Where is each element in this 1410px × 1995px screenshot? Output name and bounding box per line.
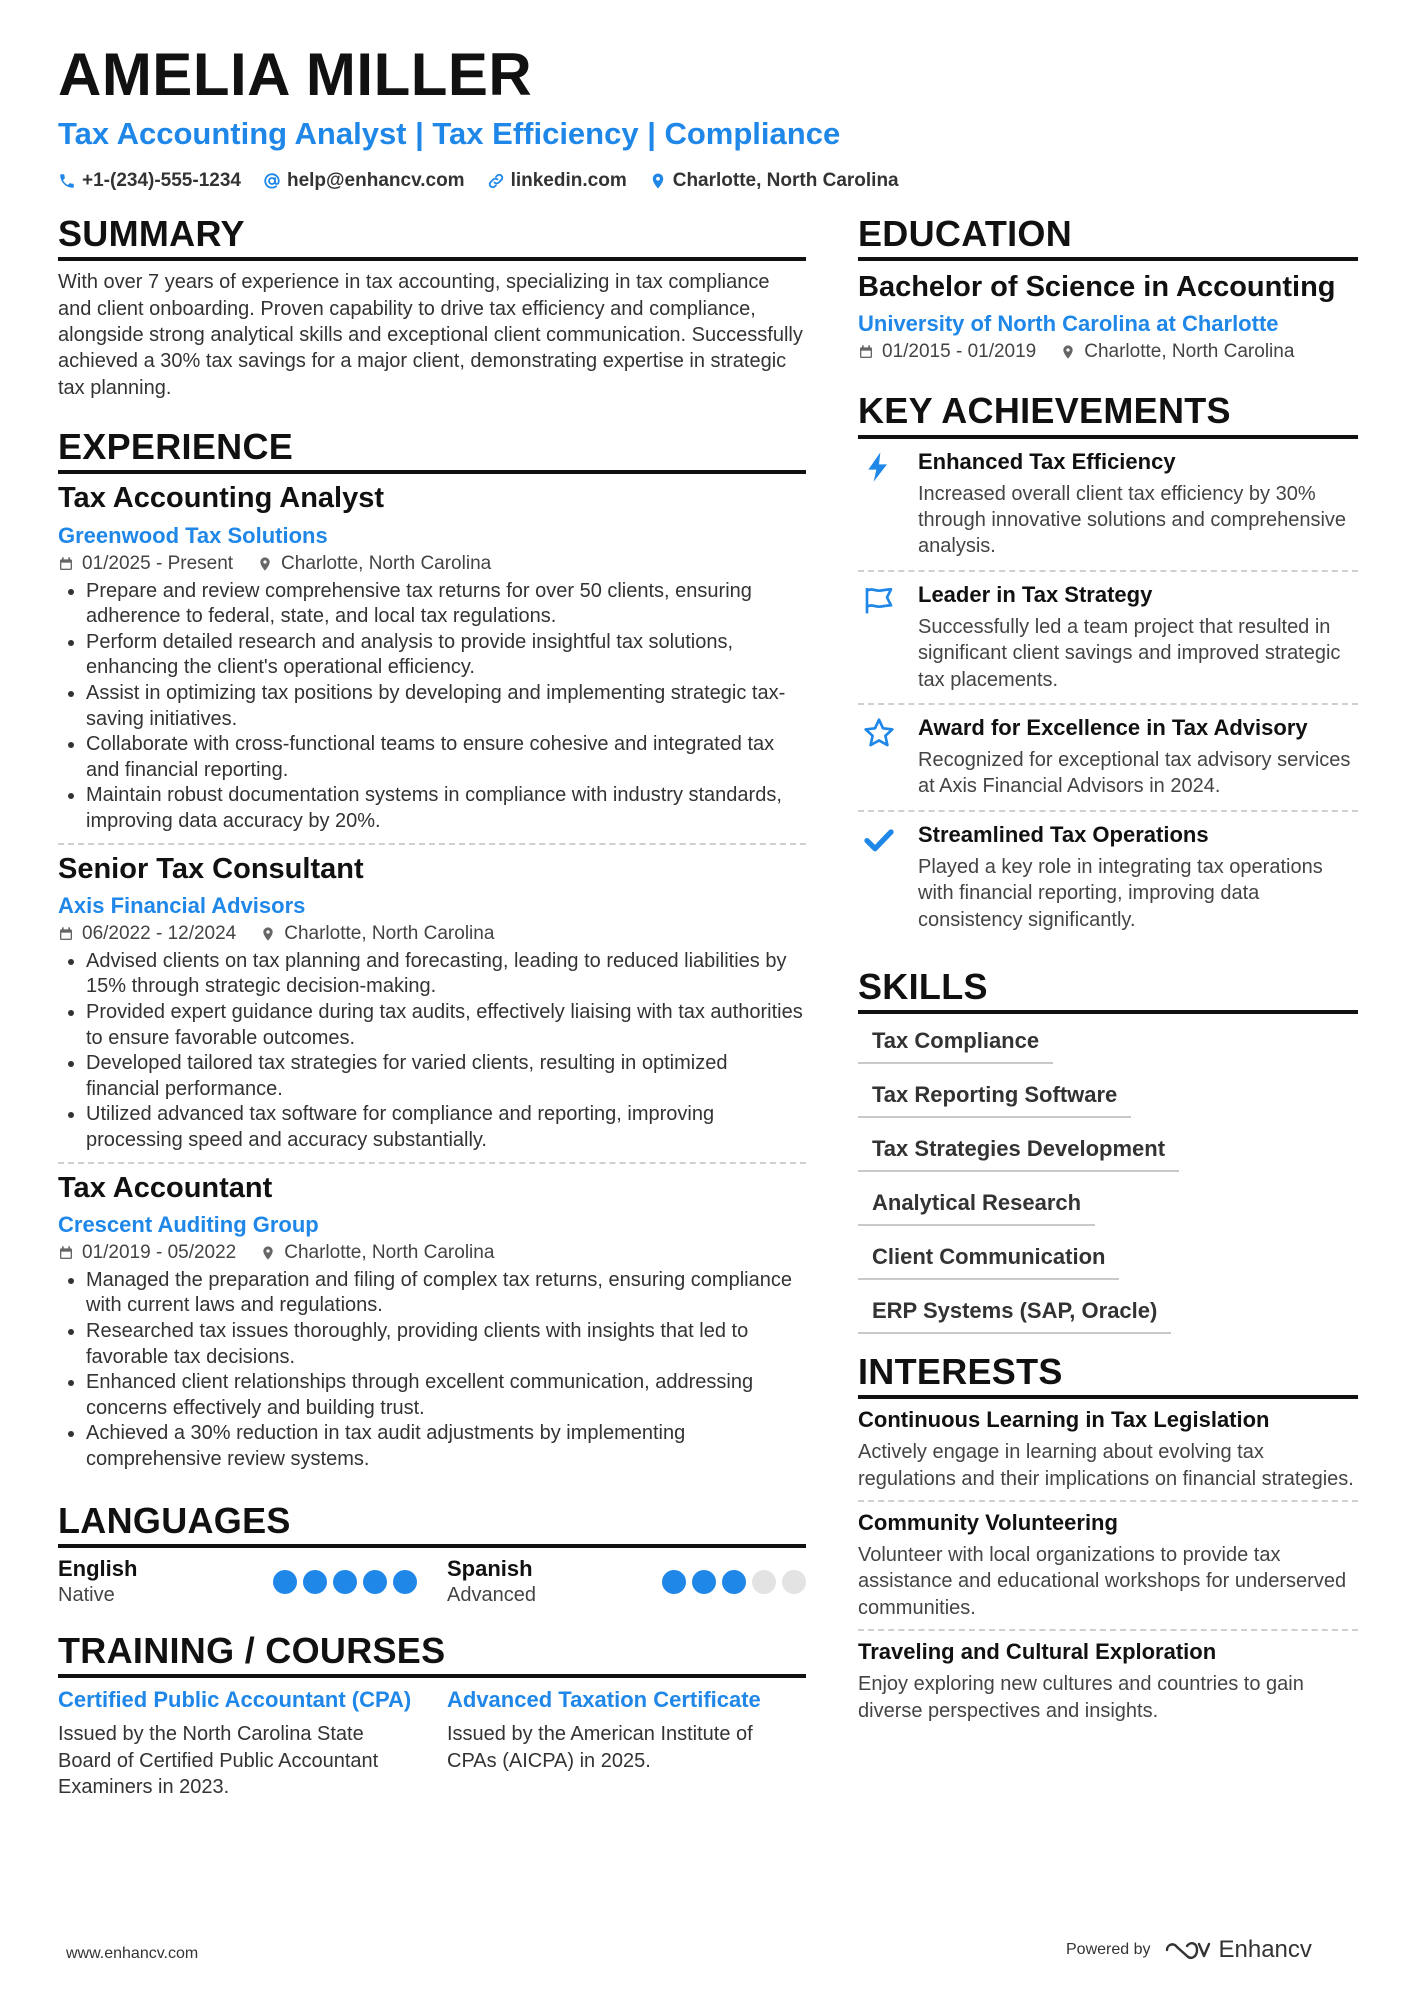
job-meta (58, 553, 806, 575)
map-pin-icon (260, 926, 276, 942)
achievement-desc: Successfully led a team project that resulted in significant client savings and improved strategic tax placements. (918, 615, 1341, 691)
school-name[interactable]: University of North Carolina at Charlotte (858, 311, 1279, 337)
calendar-icon (858, 344, 874, 360)
achievements-section (858, 389, 1358, 942)
star-icon (863, 717, 895, 749)
candidate-name: AMELIA MILLER (58, 41, 533, 108)
phone-text: +1-(234)-555-1234 (82, 170, 241, 191)
summary-section (58, 212, 806, 401)
at-sign-icon (263, 172, 281, 190)
job-role: Tax Accounting Analyst (58, 482, 385, 515)
proficiency-dot-empty (752, 1570, 776, 1594)
proficiency-dot-filled (692, 1570, 716, 1594)
interest-desc: Enjoy exploring new cultures and countries to gain diverse perspectives and insights. (858, 1673, 1304, 1722)
bullet-item: • Advised clients on tax planning and forecasting, leading to reduced liabilities by 15% through strategic decision-making. (86, 949, 806, 1000)
achievement-title: Award for Excellence in Tax Advisory (918, 714, 1308, 740)
bullet-item: • Enhanced client relationships through excellent communication, addressing concerns effectively and building trust. (86, 1370, 806, 1421)
linkedin-text: linkedin.com (510, 170, 627, 191)
training-title: Certified Public Accountant (CPA) (58, 1686, 412, 1712)
powered-by-text: Powered by (1066, 1941, 1151, 1958)
interests-section (858, 1350, 1358, 1732)
interest-item (858, 1399, 1358, 1502)
section-heading: EXPERIENCE (58, 425, 806, 474)
brand-name: Enhancv (1218, 1936, 1312, 1963)
skill-tag: Analytical Research (858, 1184, 1095, 1226)
map-pin-icon (1060, 344, 1076, 360)
link-icon (487, 172, 505, 190)
achievement-desc: Recognized for exceptional tax advisory services at Axis Financial Advisors in 2024. (918, 748, 1351, 798)
job-bullets (58, 579, 806, 835)
language-name: Spanish (447, 1555, 533, 1581)
proficiency-dot-filled (273, 1570, 297, 1594)
map-pin-icon (649, 172, 667, 190)
left-column (58, 212, 806, 1801)
interest-title: Traveling and Cultural Exploration (858, 1639, 1217, 1665)
job-dates: 01/2025 - Present (82, 552, 234, 574)
skill-tag: ERP Systems (SAP, Oracle) (858, 1292, 1171, 1334)
enhancv-logo-icon (1165, 1938, 1211, 1962)
language-level: Advanced (447, 1583, 536, 1606)
experience-item (58, 1164, 806, 1481)
right-column (858, 212, 1358, 1732)
map-pin-icon (257, 556, 273, 572)
language-list (58, 1556, 806, 1607)
calendar-icon (58, 556, 74, 572)
section-heading: EDUCATION (858, 212, 1358, 261)
job-location: Charlotte, North Carolina (284, 1241, 495, 1263)
proficiency-dot-filled (393, 1570, 417, 1594)
proficiency-dots (273, 1570, 417, 1594)
skill-tag: Tax Compliance (858, 1022, 1053, 1064)
education-location: Charlotte, North Carolina (1084, 341, 1295, 363)
achievement-item (858, 439, 1358, 572)
bullet-item: • Maintain robust documentation systems in compliance with industry standards, improving data accuracy by 20%. (86, 783, 806, 834)
interest-title: Community Volunteering (858, 1510, 1118, 1536)
summary-text: With over 7 years of experience in tax accounting, specializing in tax compliance and client onboarding. Proven capability to drive tax efficiency and compliance, alongside strong analytical skills and exceptional client communication. Successfully achieved a 30% tax savings for a major client, demonstrating expertise in strategic tax planning. (58, 271, 803, 399)
training-desc: Issued by the North Carolina State Board of Certified Public Accountant Examiners in 2023. (58, 1723, 379, 1799)
achievement-desc: Increased overall client tax efficiency by 30% through innovative solutions and comprehensive analysis. (918, 482, 1347, 558)
proficiency-dot-filled (662, 1570, 686, 1594)
candidate-title: Tax Accounting Analyst | Tax Efficiency | Compliance (58, 116, 841, 151)
job-role: Tax Accountant (58, 1171, 273, 1204)
contact-bar (58, 170, 899, 192)
languages-section (58, 1499, 806, 1607)
achievement-title: Streamlined Tax Operations (918, 821, 1209, 847)
training-section (58, 1629, 806, 1801)
training-list (58, 1686, 806, 1801)
section-heading: INTERESTS (858, 1350, 1358, 1399)
job-meta (58, 923, 806, 945)
section-heading: TRAINING / COURSES (58, 1629, 806, 1678)
achievement-title: Enhanced Tax Efficiency (918, 448, 1176, 474)
job-role: Senior Tax Consultant (58, 852, 364, 885)
skills-section (858, 965, 1358, 1334)
achievement-desc: Played a key role in integrating tax operations with financial reporting, improving data consistency significantly. (918, 855, 1323, 931)
job-dates: 06/2022 - 12/2024 (82, 922, 237, 944)
contact-location (649, 170, 899, 192)
training-item (58, 1686, 417, 1801)
language-level: Native (58, 1583, 115, 1606)
proficiency-dot-empty (782, 1570, 806, 1594)
bullet-item: • Developed tailored tax strategies for varied clients, resulting in optimized financial performance. (86, 1051, 806, 1102)
contact-linkedin[interactable] (487, 170, 627, 192)
job-bullets (58, 949, 806, 1154)
job-company[interactable]: Greenwood Tax Solutions (58, 522, 328, 548)
experience-item (58, 845, 806, 1164)
achievement-title: Leader in Tax Strategy (918, 581, 1153, 607)
interest-item (858, 1502, 1358, 1631)
section-heading: LANGUAGES (58, 1499, 806, 1548)
training-title: Advanced Taxation Certificate (447, 1686, 761, 1712)
map-pin-icon (260, 1245, 276, 1261)
job-meta (58, 1242, 806, 1264)
location-text: Charlotte, North Carolina (672, 170, 899, 191)
phone-icon (58, 172, 76, 190)
footer-website[interactable]: www.enhancv.com (66, 1945, 199, 1962)
proficiency-dot-filled (363, 1570, 387, 1594)
contact-phone[interactable] (58, 170, 241, 192)
experience-section (58, 425, 806, 1480)
interest-desc: Volunteer with local organizations to provide tax assistance and educational workshops for underserved communities. (858, 1544, 1347, 1619)
proficiency-dot-filled (303, 1570, 327, 1594)
achievement-item (858, 572, 1358, 705)
email-text: help@enhancv.com (286, 170, 465, 191)
contact-email[interactable] (263, 170, 465, 192)
job-location: Charlotte, North Carolina (284, 922, 495, 944)
bullet-item: • Prepare and review comprehensive tax returns for over 50 clients, ensuring adherence to federal, state, and local tax regulations. (86, 579, 806, 630)
achievement-item (858, 705, 1358, 812)
section-heading: KEY ACHIEVEMENTS (858, 389, 1358, 438)
footer-brand[interactable] (1066, 1936, 1312, 1964)
bullet-item: • Achieved a 30% reduction in tax audit adjustments by implementing comprehensive review systems. (86, 1421, 806, 1472)
skill-tag: Tax Strategies Development (858, 1130, 1179, 1172)
section-heading: SKILLS (858, 965, 1358, 1014)
job-location: Charlotte, North Carolina (281, 552, 492, 574)
job-company[interactable]: Axis Financial Advisors (58, 892, 306, 918)
language-name: English (58, 1555, 138, 1581)
achievement-item (858, 812, 1358, 943)
bullet-item: • Collaborate with cross-functional teams to ensure cohesive and integrated tax and financial reporting. (86, 732, 806, 783)
bullet-item: • Managed the preparation and filing of complex tax returns, ensuring compliance with current laws and regulations. (86, 1268, 806, 1319)
checkmark-icon (863, 824, 895, 856)
proficiency-dots (662, 1570, 806, 1594)
calendar-icon (58, 1245, 74, 1261)
language-item (58, 1556, 417, 1607)
education-meta (858, 341, 1358, 363)
education-dates: 01/2015 - 01/2019 (882, 341, 1037, 363)
bullet-item: • Provided expert guidance during tax audits, effectively liaising with tax authorities to ensure favorable outcomes. (86, 1000, 806, 1051)
job-company[interactable]: Crescent Auditing Group (58, 1211, 319, 1237)
skill-tag: Tax Reporting Software (858, 1076, 1131, 1118)
bullet-item: • Researched tax issues thoroughly, providing clients with insights that led to favorable tax decisions. (86, 1319, 806, 1370)
proficiency-dot-filled (333, 1570, 357, 1594)
calendar-icon (58, 926, 74, 942)
brand-logo (1165, 1936, 1312, 1964)
lightning-icon (863, 451, 895, 483)
interest-desc: Actively engage in learning about evolving tax regulations and their implications on financial strategies. (858, 1441, 1354, 1490)
language-item (447, 1556, 806, 1607)
section-heading: SUMMARY (58, 212, 806, 261)
training-item (447, 1686, 806, 1801)
bullet-item: • Utilized advanced tax software for compliance and reporting, improving processing speed and accuracy substantially. (86, 1102, 806, 1153)
skill-list (858, 1022, 1358, 1334)
flag-icon (863, 584, 895, 616)
skill-tag: Client Communication (858, 1238, 1119, 1280)
bullet-item: • Perform detailed research and analysis to provide insightful tax solutions, enhancing the client's operational efficiency. (86, 630, 806, 681)
interest-title: Continuous Learning in Tax Legislation (858, 1407, 1270, 1433)
training-desc: Issued by the American Institute of CPAs (AICPA) in 2025. (447, 1723, 753, 1772)
interest-item (858, 1631, 1358, 1732)
bullet-item: • Assist in optimizing tax positions by developing and implementing strategic tax-saving initiatives. (86, 681, 806, 732)
proficiency-dot-filled (722, 1570, 746, 1594)
experience-item (58, 474, 806, 844)
education-section (858, 212, 1358, 363)
job-bullets (58, 1268, 806, 1473)
degree: Bachelor of Science in Accounting (858, 271, 1336, 304)
job-dates: 01/2019 - 05/2022 (82, 1241, 237, 1263)
